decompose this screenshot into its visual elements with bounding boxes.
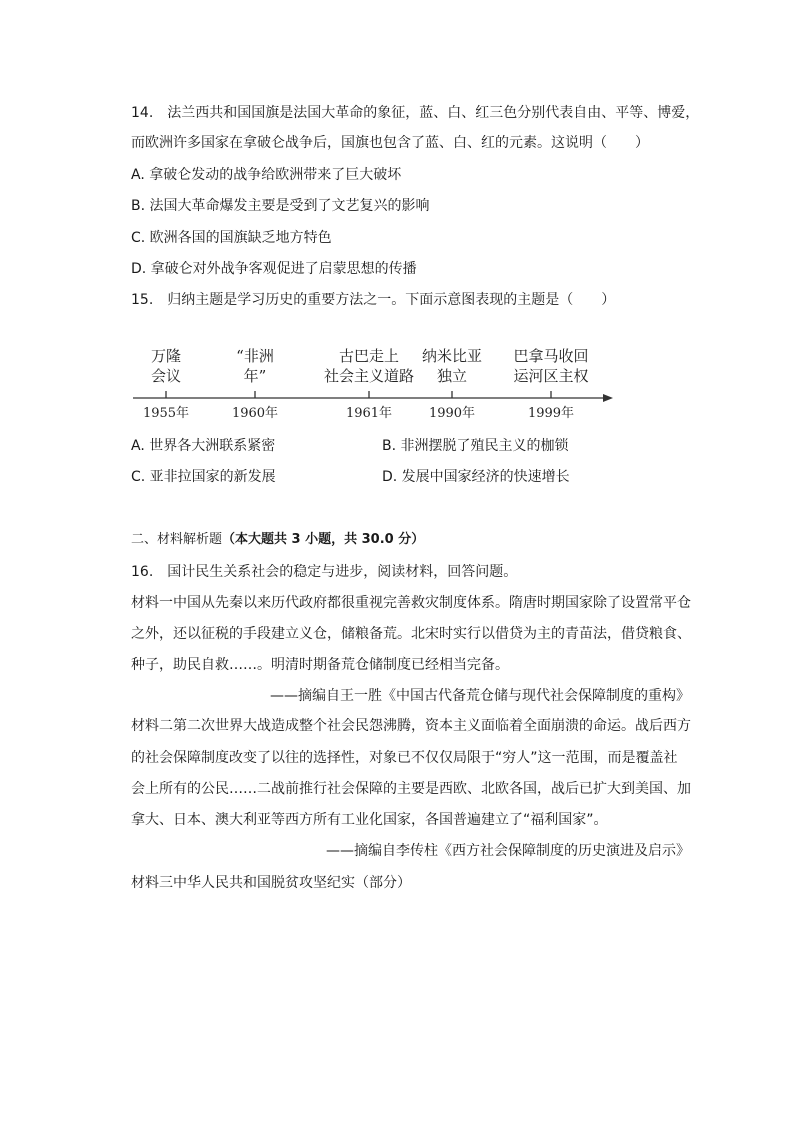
q16-material1-line3: 种子，助民自救……。明清时期备荒仓储制度已经相当完备。 [131, 657, 509, 673]
q14-option-b: B. 法国大革命爆发主要是受到了文艺复兴的影响 [131, 198, 430, 214]
section2-title [131, 530, 424, 550]
q16-material2-line4: 拿大、日本、澳大利亚等西方所有工业化国家，各国普遍建立了“福利国家”。 [131, 812, 608, 828]
timeline-year-label: 1961年 [345, 406, 393, 421]
q14-stem-line1: 14. 法兰西共和国国旗是法国大革命的象征，蓝、白、红三色分别代表自由、平等、博爱， [131, 105, 700, 121]
q14-option-a: A. 拿破仑发动的战争给欧洲带来了巨大破坏 [131, 167, 402, 183]
q15-option-c: C. 亚非拉国家的新发展 [131, 469, 276, 485]
timeline-event-label: 社会主义道路 [323, 367, 415, 385]
q16-material1-line1: 材料一中国从先秦以来历代政府都很重视完善救灾制度体系。隋唐时期国家除了设置常平仓 [131, 595, 691, 611]
timeline-event-label: 纳米比亚 [421, 347, 483, 365]
timeline-event-label: 运河区主权 [513, 367, 589, 385]
q16-material1-line2: 之外，还以征税的手段建立义仓，储粮备荒。北宋时实行以借贷为主的青苗法，借贷粮食、 [131, 626, 691, 642]
q14-option-c: C. 欧洲各国的国旗缺乏地方特色 [131, 230, 332, 246]
q15-stem: 15. 归纳主题是学习历史的重要方法之一。下面示意图表现的主题是（ ） [131, 292, 616, 308]
q15-option-d: D. 发展中国家经济的快速增长 [382, 469, 570, 485]
timeline-event-label: 古巴走上 [338, 347, 400, 365]
q16-material2-line2: 的社会保障制度改变了以往的选择性，对象已不仅仅局限于“穷人”这一范围，而是覆盖社 [131, 750, 678, 766]
timeline-event-label: 会议 [150, 367, 182, 385]
timeline-event-label: 独立 [436, 367, 468, 385]
q14-stem-line2: 而欧洲许多国家在拿破仑战争后，国旗也包含了蓝、白、红的元素。这说明（ ） [131, 135, 649, 151]
timeline-year-label: 1999年 [527, 406, 575, 421]
timeline-event-label: 年” [243, 367, 267, 385]
timeline-event-label: 万隆 [150, 347, 182, 365]
timeline-year-label: 1960年 [231, 406, 279, 421]
q16-material3: 材料三中华人民共和国脱贫攻坚纪实（部分） [131, 875, 411, 891]
section2-title-detail: （本大题共 3 小题，共 30.0 分） [222, 532, 425, 547]
timeline-event-label: 巴拿马收回 [513, 347, 589, 365]
section2-title-prefix: 二、材料解析题 [131, 532, 223, 547]
q16-material2-line1: 材料二第二次世界大战造成整个社会民怨沸腾，资本主义面临着全面崩溃的命运。战后西方 [131, 718, 691, 734]
q15-option-b: B. 非洲摆脱了殖民主义的枷锁 [382, 438, 569, 454]
q16-material2-line3: 会上所有的公民……二战前推行社会保障的主要是西欧、北欧各国，战后已扩大到美国、加 [131, 781, 691, 797]
q15-option-a: A. 世界各大洲联系紧密 [131, 438, 276, 454]
timeline-year-label: 1990年 [428, 406, 476, 421]
q16-source1: ——摘编自王一胜《中国古代备荒仓储与现代社会保障制度的重构》 [270, 688, 690, 704]
q15-timeline-diagram [128, 346, 618, 430]
timeline-year-label: 1955年 [142, 406, 190, 421]
q14-option-d: D. 拿破仑对外战争客观促进了启蒙思想的传播 [131, 261, 417, 277]
q16-stem: 16. 国计民生关系社会的稳定与进步，阅读材料，回答问题。 [131, 564, 518, 580]
q16-source2: ——摘编自李传柱《西方社会保障制度的历史演进及启示》 [326, 843, 690, 859]
timeline-event-label: “非洲 [236, 347, 274, 365]
timeline-arrow [603, 394, 613, 402]
